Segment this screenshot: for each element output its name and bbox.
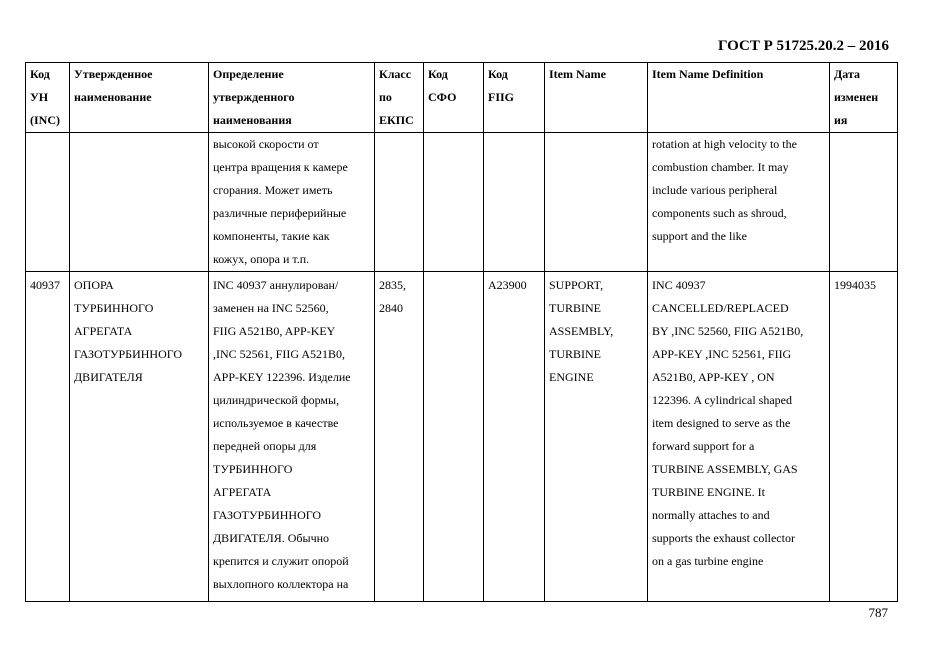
- header-change-date: [830, 63, 898, 133]
- cell-text-line: СФО: [428, 90, 457, 104]
- cell-text-line: передней опоры для: [213, 439, 317, 453]
- cell-sfo-code: [424, 272, 484, 602]
- cell-text-line: высокой скорости от: [213, 137, 319, 151]
- cell-change-date: [830, 133, 898, 272]
- header-ekps-class: [375, 63, 424, 133]
- cell-text-line: Дата: [834, 67, 860, 81]
- cell-text-line: FIIG: [488, 90, 515, 104]
- cell-text-line: CANCELLED/REPLACED: [652, 301, 789, 315]
- cell-item-name: [545, 133, 648, 272]
- cell-text-line: заменен на INC 52560,: [213, 301, 329, 315]
- cell-text-line: APP-KEY ,INC 52561, FIIG: [652, 347, 792, 361]
- cell-text-line: ГАЗОТУРБИННОГО: [74, 347, 183, 361]
- cell-text-line: используемое в качестве: [213, 416, 339, 430]
- cell-text-line: forward support for a: [652, 439, 755, 453]
- cell-name-definition: [209, 133, 375, 272]
- header-approved-name: [70, 63, 209, 133]
- cell-text-line: ГАЗОТУРБИННОГО: [213, 508, 322, 522]
- cell-text-line: normally attaches to and: [652, 508, 770, 522]
- cell-text-line: TURBINE ENGINE. It: [652, 485, 765, 499]
- table-row: [26, 272, 898, 602]
- cell-text-line: ,INC 52561, FIIG A521B0,: [213, 347, 346, 361]
- cell-text-line: Определение: [213, 67, 284, 81]
- cell-text-line: наименование: [74, 90, 152, 104]
- cell-text-line: 122396. A cylindrical shaped: [652, 393, 792, 407]
- cell-text-line: Код: [30, 67, 50, 81]
- cell-text-line: item designed to serve as the: [652, 416, 791, 430]
- cell-text-line: ENGINE: [549, 370, 594, 384]
- cell-text-line: компоненты, такие как: [213, 229, 330, 243]
- cell-item-name: [545, 272, 648, 602]
- item-name-table: [25, 62, 898, 602]
- cell-text-line: ДВИГАТЕЛЯ. Обычно: [213, 531, 330, 545]
- header-fiig-code: [484, 63, 545, 133]
- cell-text-line: A521B0, APP-KEY , ON: [652, 370, 775, 384]
- header-name-definition: [209, 63, 375, 133]
- document-code: ГОСТ Р 51725.20.2 – 2016: [717, 38, 889, 54]
- cell-text-line: (INC): [30, 113, 60, 127]
- cell-text-line: TURBINE ASSEMBLY, GAS: [652, 462, 798, 476]
- cell-text-line: INC 40937 аннулирован/: [213, 278, 339, 292]
- cell-text-line: УН: [30, 90, 49, 104]
- cell-text-line: изменен: [834, 90, 879, 104]
- cell-text-line: 1994035: [834, 278, 876, 292]
- cell-text-line: Утвержденное: [74, 67, 153, 81]
- cell-ekps-class: [375, 133, 424, 272]
- header-item-name-definition: [648, 63, 830, 133]
- cell-text-line: 2835,: [379, 278, 406, 292]
- cell-text-line: сгорания. Может иметь: [213, 183, 333, 197]
- cell-item-name-definition: [648, 272, 830, 602]
- cell-text-line: центра вращения к камере: [213, 160, 348, 174]
- table-header-row: [26, 63, 898, 133]
- cell-text-line: support and the like: [652, 229, 747, 243]
- cell-text-line: A23900: [488, 278, 527, 292]
- cell-text-line: крепится и служит опорой: [213, 554, 349, 568]
- cell-text-line: on a gas turbine engine: [652, 554, 764, 568]
- table-row: [26, 133, 898, 272]
- cell-text-line: combustion chamber. It may: [652, 160, 789, 174]
- cell-text-line: components such as shroud,: [652, 206, 787, 220]
- cell-approved-name: [70, 272, 209, 602]
- cell-text-line: supports the exhaust collector: [652, 531, 795, 545]
- header-inc-code: [26, 63, 70, 133]
- cell-text-line: наименования: [213, 113, 292, 127]
- cell-text-line: ДВИГАТЕЛЯ: [74, 370, 143, 384]
- cell-fiig-code: [484, 272, 545, 602]
- cell-text-line: INC 40937: [652, 278, 706, 292]
- cell-text-line: SUPPORT,: [549, 278, 604, 292]
- page-number: 787: [868, 605, 888, 620]
- cell-text-line: по: [379, 90, 392, 104]
- cell-text-line: АГРЕГАТА: [213, 485, 272, 499]
- cell-text-line: ЕКПС: [379, 113, 414, 127]
- cell-text-line: ОПОРА: [74, 278, 114, 292]
- cell-text-line: ТУРБИННОГО: [213, 462, 293, 476]
- cell-text-line: кожух, опора и т.п.: [213, 252, 310, 266]
- cell-text-line: BY ,INC 52560, FIIG A521B0,: [652, 324, 804, 338]
- header-sfo-code: [424, 63, 484, 133]
- cell-text-line: TURBINE: [549, 301, 601, 315]
- cell-text-line: APP-KEY 122396. Изделие: [213, 370, 351, 384]
- cell-text-line: АГРЕГАТА: [74, 324, 133, 338]
- cell-text-line: 2840: [379, 301, 403, 315]
- cell-sfo-code: [424, 133, 484, 272]
- cell-text-line: различные периферийные: [213, 206, 347, 220]
- cell-text-line: ия: [834, 113, 848, 127]
- cell-change-date: [830, 272, 898, 602]
- cell-text-line: ASSEMBLY,: [549, 324, 614, 338]
- cell-fiig-code: [484, 133, 545, 272]
- cell-text-line: TURBINE: [549, 347, 601, 361]
- cell-text-line: Класс: [379, 67, 412, 81]
- cell-text-line: ТУРБИННОГО: [74, 301, 154, 315]
- cell-item-name-definition: [648, 133, 830, 272]
- cell-text-line: Item Name: [549, 67, 606, 81]
- cell-text-line: FIIG A521B0, APP-KEY: [213, 324, 336, 338]
- cell-text-line: Код: [488, 67, 508, 81]
- cell-text-line: rotation at high velocity to the: [652, 137, 797, 151]
- cell-text-line: Код: [428, 67, 448, 81]
- cell-name-definition: [209, 272, 375, 602]
- cell-inc-code: [26, 272, 70, 602]
- cell-text-line: выхлопного коллектора на: [213, 577, 349, 591]
- cell-approved-name: [70, 133, 209, 272]
- cell-text-line: include various peripheral: [652, 183, 778, 197]
- header-item-name: [545, 63, 648, 133]
- cell-text-line: утвержденного: [213, 90, 295, 104]
- cell-text-line: цилиндрической формы,: [213, 393, 340, 407]
- cell-text-line: 40937: [30, 278, 60, 292]
- cell-ekps-class: [375, 272, 424, 602]
- cell-text-line: Item Name Definition: [652, 67, 764, 81]
- cell-inc-code: [26, 133, 70, 272]
